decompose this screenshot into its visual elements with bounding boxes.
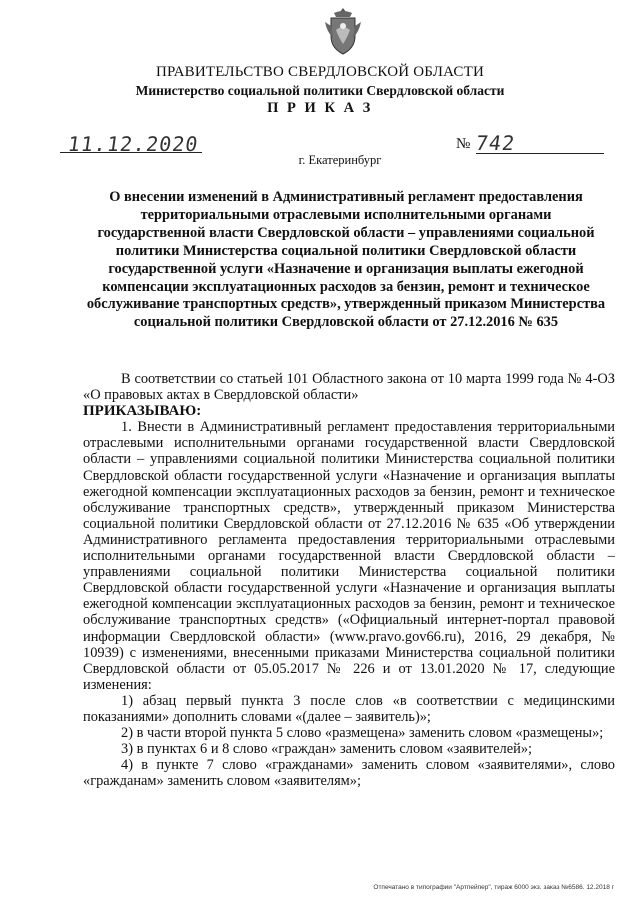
document-title: О внесении изменений в Административный регламент предоставления территориальными отраслевыми исполнительными органами государственной власти Свердловской области – управлениями социальной политики Министерства социальной политики Свердловской области государственной услуги «Назначение и организация выплаты ежегодной компенсации эксплуатационных расходов за бензин, ремонт и техническое обслуживание транспортных средств», утвержденный приказом Министерства социальной политики Свердловской области от 27.12.2016 № 635 [86, 189, 606, 331]
city: г. Екатеринбург [298, 153, 382, 167]
number-sign: № [456, 136, 471, 152]
subitem-1: 1) абзац первый пункта 3 после слов «в соответствии с медицинскими показаниями» дополнить словами «(далее – заявитель)»; [83, 692, 615, 725]
government-name: ПРАВИТЕЛЬСТВО СВЕРДЛОВСКОЙ ОБЛАСТИ [155, 64, 485, 80]
subitem-2: 2) в части второй пункта 5 слово «размещена» заменить словом «размещены»; [121, 725, 604, 742]
paragraph-1: 1. Внести в Административный регламент предоставления территориальными отраслевыми исполнительными органами государственной власти Свердловской области – управлениями социальной политики Министерства социальной политики Свердловской области государственной услуги «Назначение и организация выплаты ежегодной компенсации эксплуатационных расходов за бензин, ремонт и техническое обслуживание транспортных средств», утвержденный приказом Министерства социальной политики Свердловской области от 27.12.2016 № 635 «Об утверждении Административного регламента предоставления территориальными отраслевыми исполнительными органами государственной власти Свердловской области – управлениями социальной политики Министерства социальной политики Свердловской области государственной услуги «Назначение и организация выплаты ежегодной компенсации эксплуатационных расходов за бензин, ремонт и техническое обслуживание транспортных средств» («Официальный интернет-портал правовой информации Свердловской области» (www.pravo.gov66.ru), 2016, 29 декабря, № 10939) с изменениями, внесенными приказами Министерства социальной политики Свердловской области от 05.05.2017 № 226 и от 13.01.2020 № 17, следующие изменения: [83, 419, 615, 693]
print-footer: Отпечатано в типографии "Артпейпер", тираж 6000 экз. заказ №6586. 12.2018 г [373, 884, 614, 891]
coat-of-arms-icon [322, 6, 364, 58]
subitem-3: 3) в пунктах 6 и 8 слово «граждан» заменить словом «заявителей»; [121, 741, 533, 758]
handwritten-date: 11.12.2020 [66, 132, 201, 156]
orders-heading: ПРИКАЗЫВАЮ: [83, 403, 202, 420]
document-type: П Р И К А З [267, 100, 373, 116]
intro-paragraph: В соответствии со статьей 101 Областного закона от 10 марта 1999 года № 4-ОЗ «О правовых актах в Свердловской области» [83, 371, 615, 404]
document-body [83, 371, 615, 789]
ministry-name: Министерство социальной политики Свердловской области [135, 83, 505, 98]
handwritten-number: 742 [474, 131, 517, 155]
subitem-4: 4) в пункте 7 слово «гражданами» заменить словом «заявителями», слово «гражданам» заменить словом «заявителям»; [83, 757, 615, 790]
